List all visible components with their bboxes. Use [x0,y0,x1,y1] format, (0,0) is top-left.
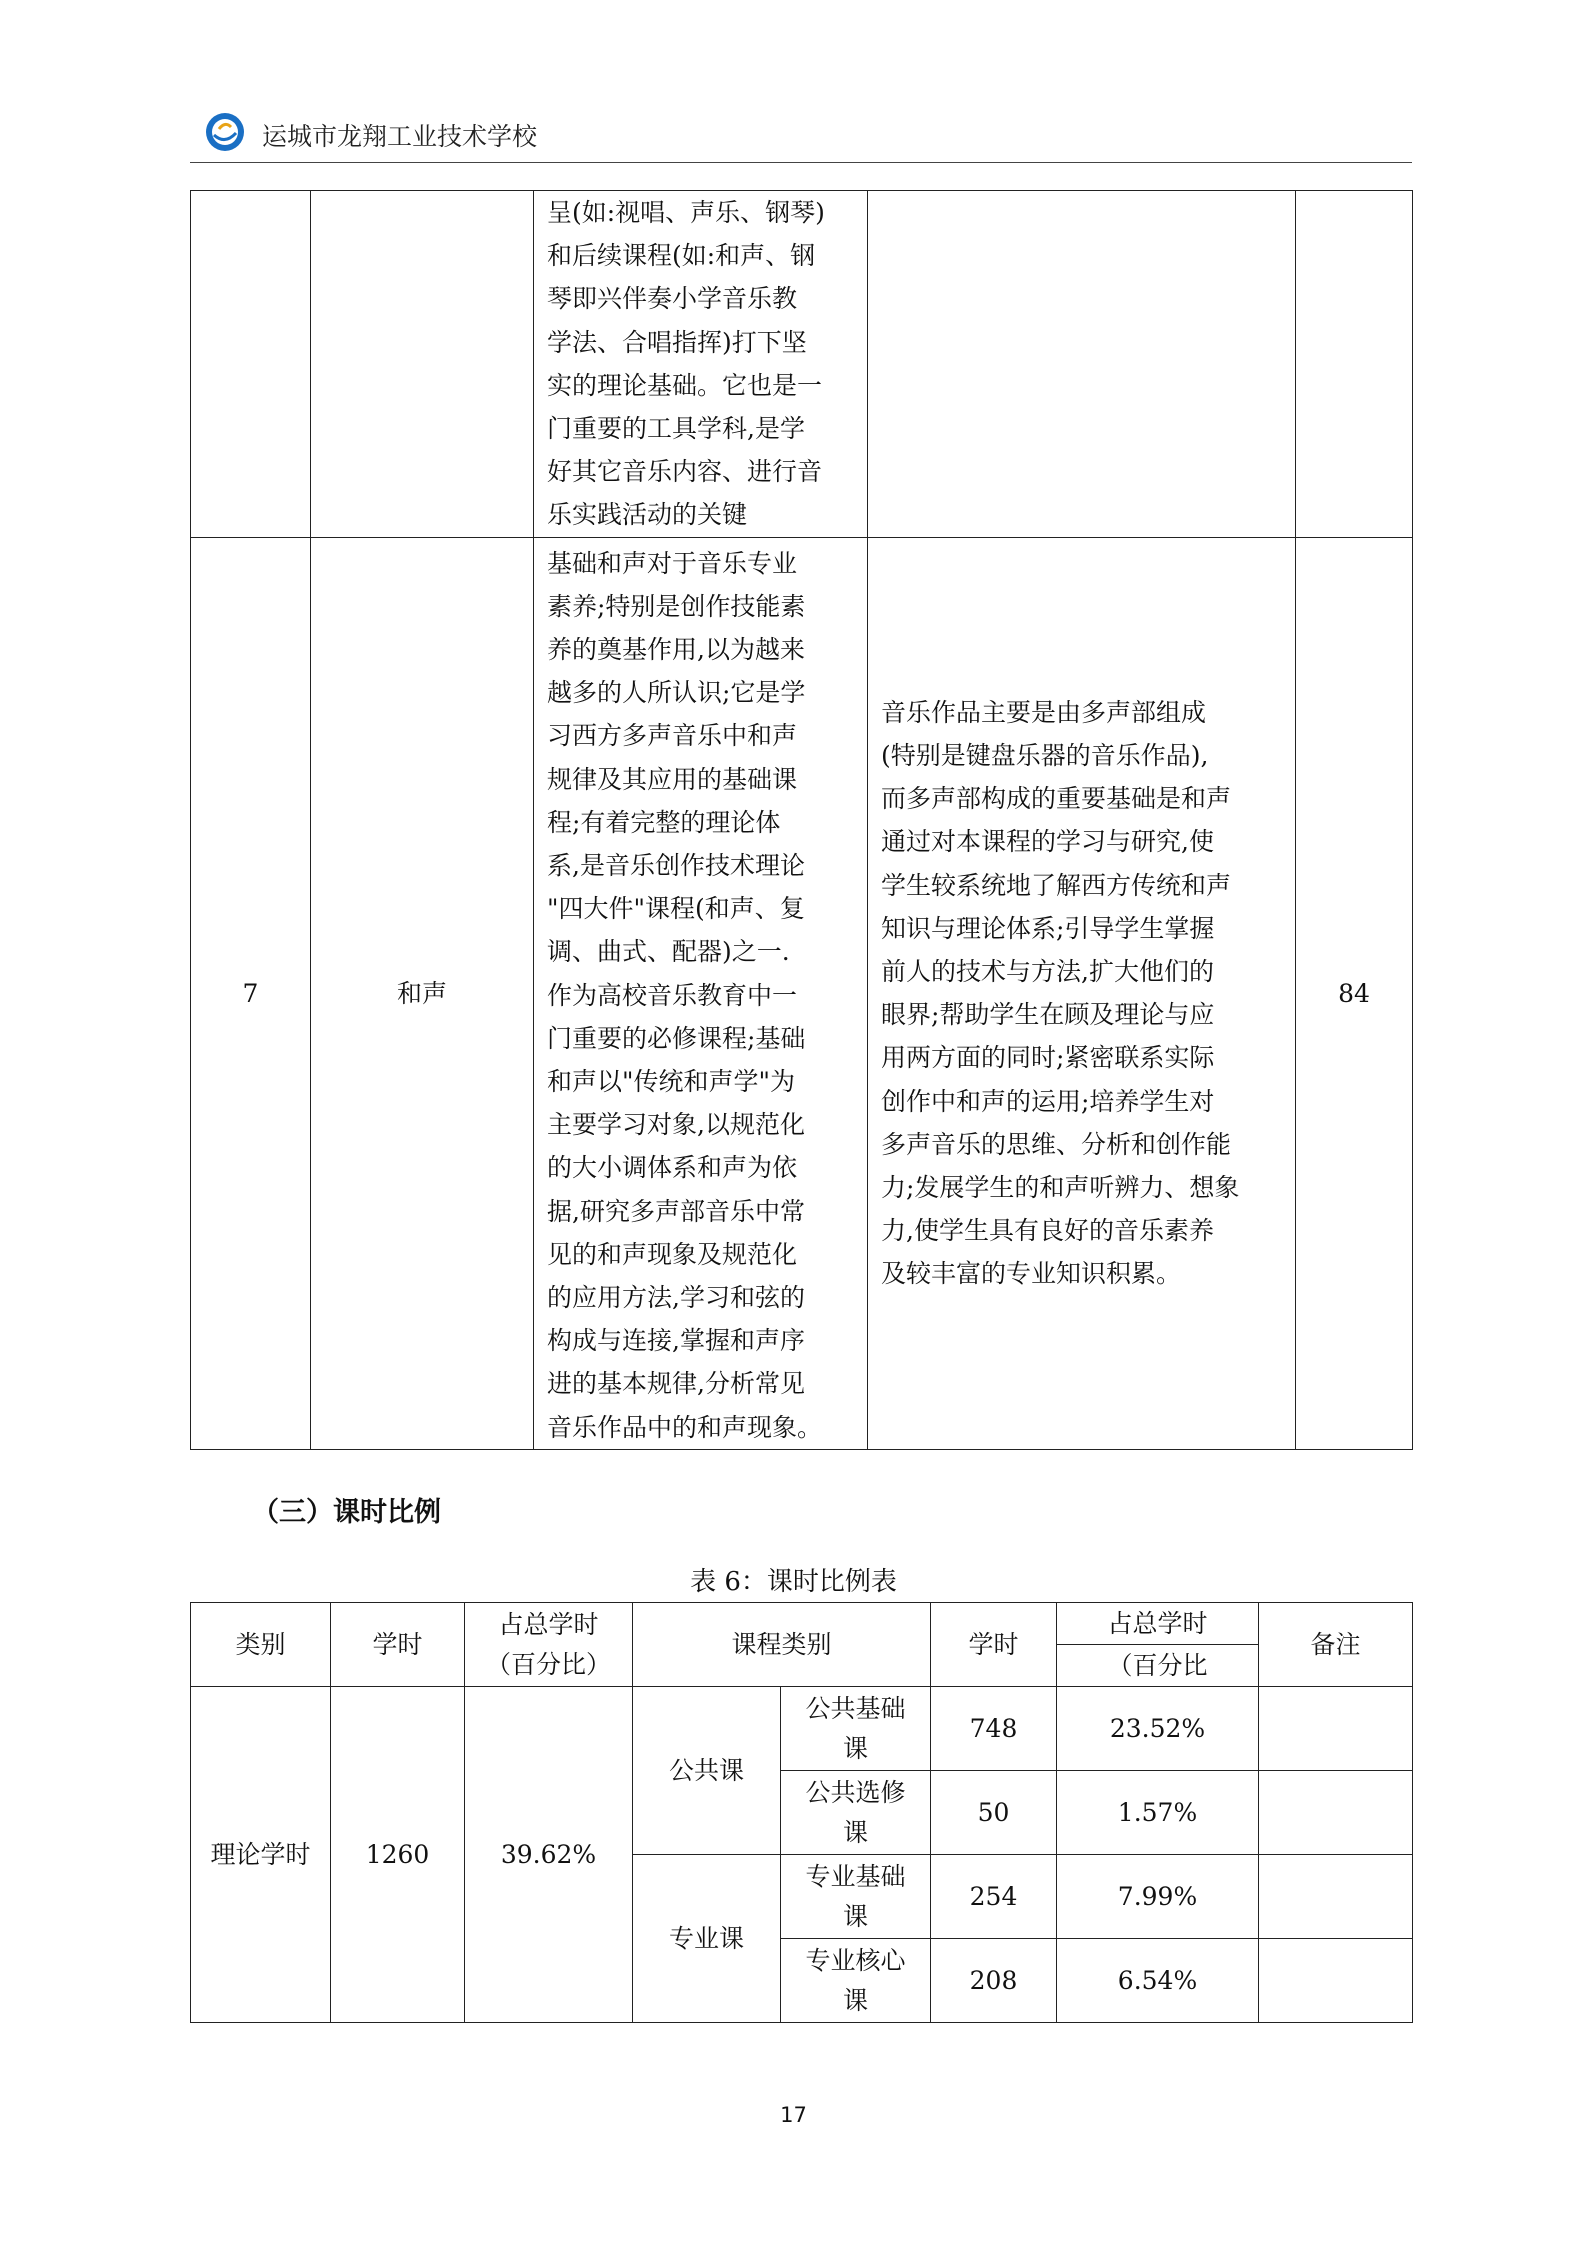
course-type-cell: 专业基础 课 [781,1855,931,1939]
header-course-type: 课程类别 [633,1603,931,1687]
header-percent: 占总学时 （百分比） [465,1603,633,1687]
header-hours: 学时 [331,1603,465,1687]
remark-cell [1259,1687,1413,1771]
table-caption: 表 6：课时比例表 [690,1567,897,1597]
group-name-cell: 专业课 [633,1855,781,2023]
header-sub-hours: 学时 [931,1603,1057,1687]
course-type-cell: 公共选修 课 [781,1771,931,1855]
course-name-cell: 和声 [311,537,534,1449]
school-name: 运城市龙翔工业技术学校 [262,122,538,151]
theory-percent-cell: 39.62% [465,1687,633,2023]
course-percent-cell: 7.99% [1057,1855,1259,1939]
remark-cell [1259,1855,1413,1939]
school-logo-icon [204,111,246,153]
course-percent-cell: 23.52% [1057,1687,1259,1771]
section-title: （三）课时比例 [252,1497,441,1528]
course-no-cell: 7 [191,537,311,1449]
table-row [191,191,1413,538]
course-type-cell: 公共基础 课 [781,1687,931,1771]
course-hours-cell: 50 [931,1771,1057,1855]
header-sub-percent-top: 占总学时 [1057,1603,1259,1645]
group-name-cell: 公共课 [633,1687,781,1855]
hours-ratio-table [190,1602,1413,2023]
course-hours-cell: 254 [931,1855,1057,1939]
theory-hours-cell: 1260 [331,1687,465,2023]
course-description-cell: 基础和声对于音乐专业 素养;特别是创作技能素 养的奠基作用,以为越来 越多的人所认识;它是学 习西方多声音乐中和声 规律及其应用的基础课 程;有着完整的理论体 系,是音乐创作技术理论 "四大件"课程(和声、复 调、曲式、配器)之一. 作为高校音乐教育中一 门重要的必修课程;基础 和声以"传统和声学"为 主要学习对象,以规范化 的大小调体系和声为依 据,研究多声部音乐中常 见的和声现象及规范化 的应用方法,学习和弦的 构成与连接,掌握和声序 进的基本规律,分析常见 音乐作品中的和声现象。 [534,537,868,1449]
table-row [191,537,1413,1449]
table-row [191,1687,1413,1771]
course-hours-cell [1296,191,1413,538]
page-header [190,108,1412,163]
course-hours-cell: 208 [931,1939,1057,2023]
header-sub-percent-bottom: （百分比 [1057,1645,1259,1687]
course-description-table [190,190,1413,1450]
table-header-row [191,1603,1413,1645]
remark-cell [1259,1771,1413,1855]
course-name-cell [311,191,534,538]
course-description-cell: 呈(如:视唱、声乐、钢琴) 和后续课程(如:和声、钢 琴即兴伴奏小学音乐教 学法、合唱指挥)打下坚 实的理论基础。它也是一 门重要的工具学科,是学 好其它音乐内容、进行音 乐实践活动的关键 [534,191,868,538]
course-no-cell [191,191,311,538]
header-remarks: 备注 [1259,1603,1413,1687]
header-category: 类别 [191,1603,331,1687]
page-number: 17 [780,2103,807,2127]
course-percent-cell: 6.54% [1057,1939,1259,2023]
theory-category-cell: 理论学时 [191,1687,331,2023]
course-hours-cell: 748 [931,1687,1057,1771]
course-type-cell: 专业核心 课 [781,1939,931,2023]
course-percent-cell: 1.57% [1057,1771,1259,1855]
course-hours-cell: 84 [1296,537,1413,1449]
remark-cell [1259,1939,1413,2023]
course-objectives-cell: 音乐作品主要是由多声部组成 (特别是键盘乐器的音乐作品), 而多声部构成的重要基础是和声 通过对本课程的学习与研究,使 学生较系统地了解西方传统和声 知识与理论体系;引导学生掌握 前人的技术与方法,扩大他们的 眼界;帮助学生在顾及理论与应 用两方面的同时;紧密联系实际 创作中和声的运用;培养学生对 多声音乐的思维、分析和创作能 力;发展学生的和声听辨力、想象 力,使学生具有良好的音乐素养 及较丰富的专业知识积累。 [868,537,1296,1449]
course-objectives-cell [868,191,1296,538]
